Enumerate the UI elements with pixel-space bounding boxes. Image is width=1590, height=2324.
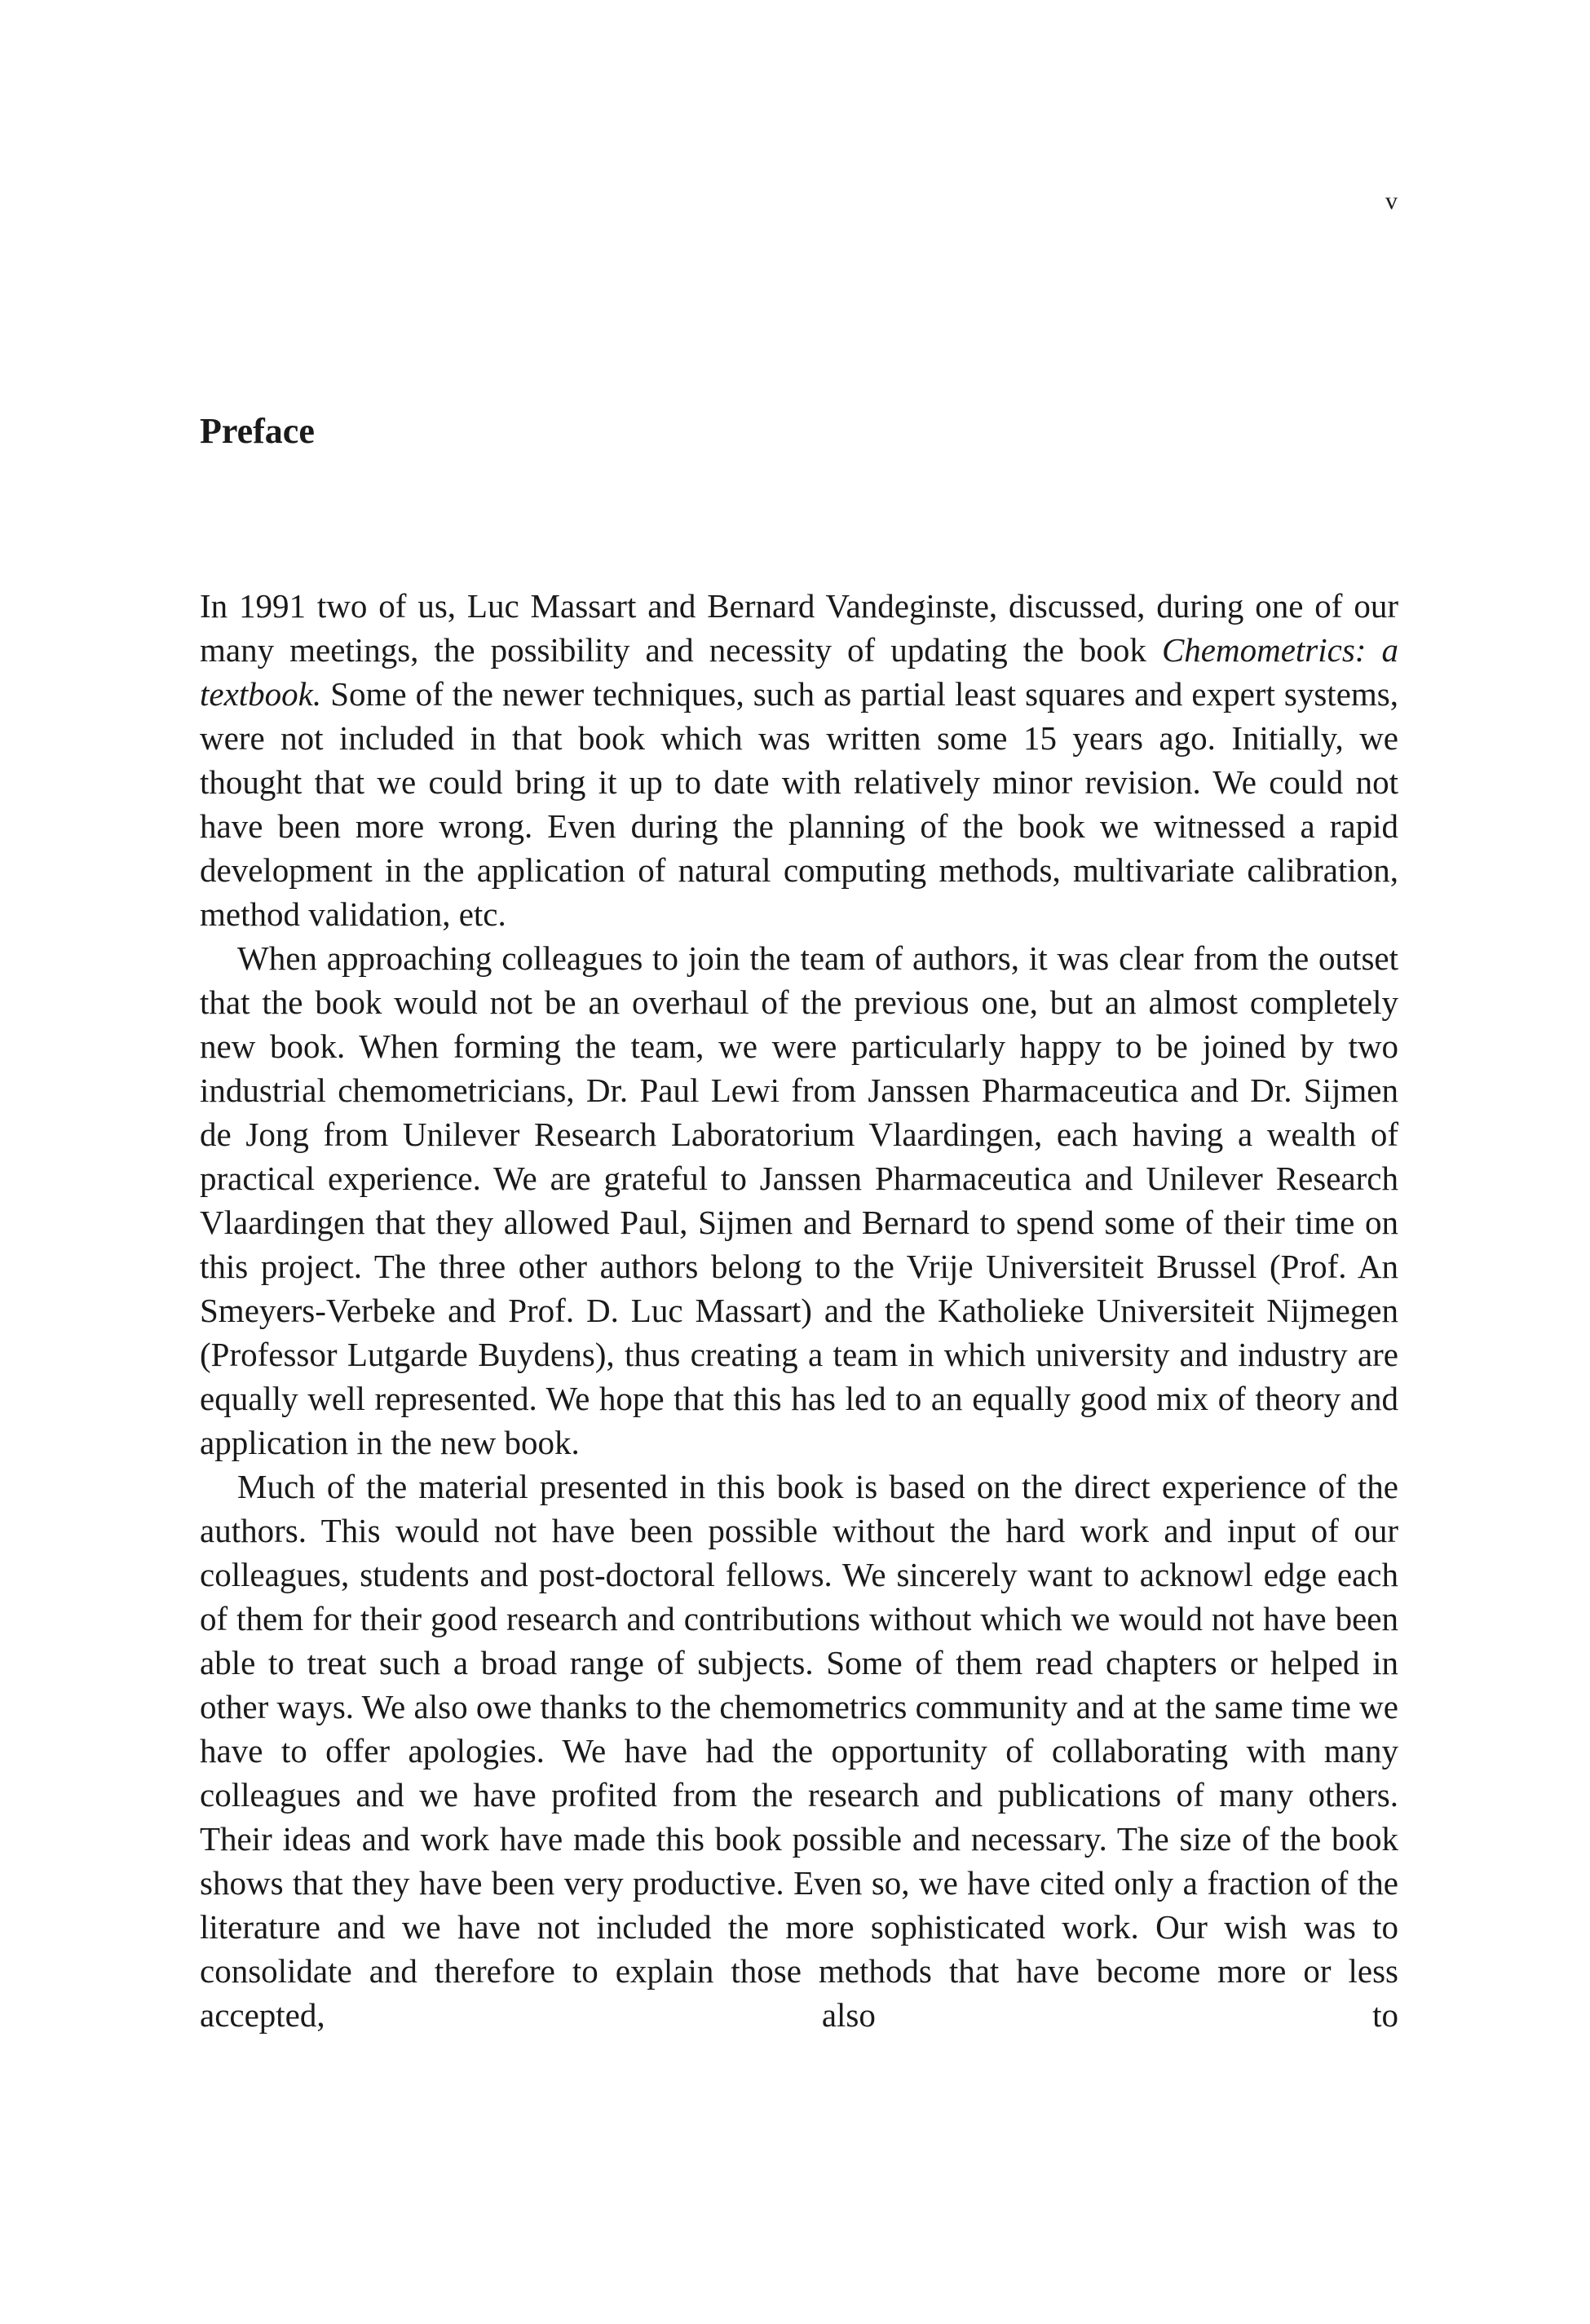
paragraph-2: When approaching colleagues to join the team of authors, it was clear from the outset that the book would not be an overhaul of the previous one, but an almost completely new book. When forming the team, we were particularly happy to be joined by two industrial chemometricians, Dr. Paul Lewi from Janssen Pharmaceutica and Dr. Sijmen de Jong from Unilever Research Laboratorium Vlaardingen, each having a wealth of practical experience. We are grateful to Janssen Pharmaceutica and Unilever Research Vlaardingen that they allowed Paul, Sijmen and Bernard to spend some of their time on this project. The three other authors belong to the Vrije Universiteit Brussel (Prof. An Smeyers-Verbeke and Prof. D. Luc Massart) and the Katholieke Universiteit Nijmegen (Professor Lutgarde Buydens), thus creating a team in which university and industry are equally well represented. We hope that this has led to an equally good mix of theory and application in the new book.	[200, 939, 1398, 1461]
paragraph-1-text-start: In 1991 two of us, Luc Massart and Bernard Vandeginste, discussed, during one of our many meetings, the possibility and necessity of updating the book	[200, 587, 1398, 669]
book-title: Chemometrics: a textbook.	[200, 631, 1398, 713]
preface-body	[200, 584, 1398, 2037]
paragraph-1-text-end: Some of the newer techniques, such as partial least squares and expert systems, were not included in that book which was written some 15 years ago. Initially, we thought that we could bring it up to date with relatively minor revision. We could not have been more wrong. Even during the planning of the book we witnessed a rapid development in the application of natural computing methods, multivariate calibration, method validation, etc.	[200, 675, 1398, 933]
paragraph-1	[200, 584, 1398, 936]
paragraph-3: Much of the material presented in this book is based on the direct experience of the authors. This would not have been possible without the hard work and input of our colleagues, students and post-doctoral fellows. We sincerely want to acknowl edge each of them for their good research and contributions without which we would not have been able to treat such a broad range of subjects. Some of them read chapters or helped in other ways. We also owe thanks to the chemometrics community and at the same time we have to offer apologies. We have had the opportunity of collaborating with many colleagues and we have profited from the research and publications of many others. Their ideas and work have made this book possible and necessary. The size of the book shows that they have been very productive. Even so, we have cited only a fraction of the literature and we have not included the more sophisticated work. Our wish was to consolidate and therefore to explain those methods that have become more or less accepted, also to	[200, 1468, 1398, 2034]
page-title: Preface	[200, 411, 315, 451]
page-number: v	[1385, 188, 1398, 214]
